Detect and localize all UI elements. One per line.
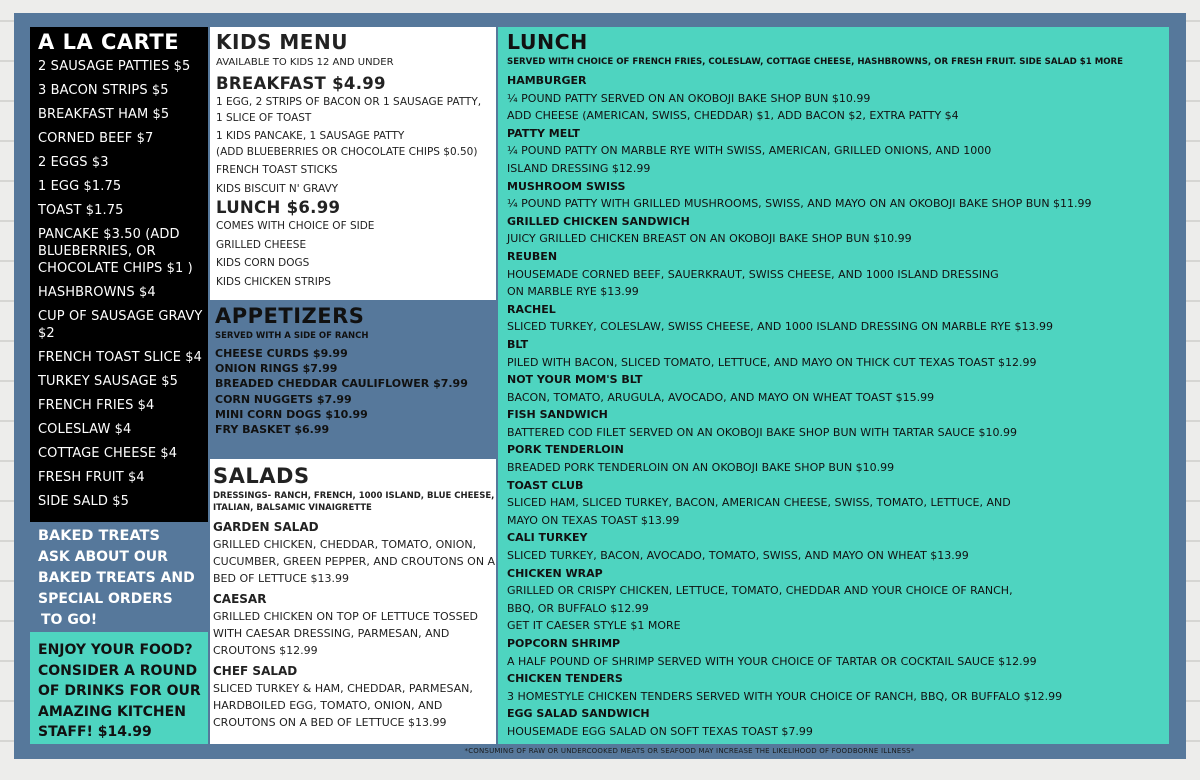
kids-breakfast-item: 1 SLICE OF TOAST [216, 111, 312, 124]
salad-name: GARDEN SALAD [213, 520, 319, 534]
lunch-item-description: HOUSEMADE EGG SALAD ON SOFT TEXAS TOAST $7.99 [507, 724, 813, 738]
lunch-item-name: MUSHROOM SWISS [507, 179, 626, 193]
foodborne-illness-disclaimer: *CONSUMING OF RAW OR UNDERCOOKED MEATS OR SEAFOOD MAY INCREASE THE LIKELIHOOD OF FOODBORNE ILLNESS* [464, 747, 915, 755]
lunch-item-description: BATTERED COD FILET SERVED ON AN OKOBOJI BAKE SHOP BUN WITH TARTAR SAUCE $10.99 [507, 425, 1017, 439]
a-la-carte-item: COTTAGE CHEESE $4 [38, 446, 178, 461]
kids-lunch-item: GRILLED CHEESE [216, 238, 307, 251]
lunch-item-description: SLICED TURKEY, BACON, AVOCADO, TOMATO, SWISS, AND MAYO ON WHEAT $13.99 [507, 549, 969, 563]
baked-treats-line: SPECIAL ORDERS [38, 591, 173, 607]
drinks-line: ENJOY YOUR FOOD? [38, 642, 193, 658]
a-la-carte-item: SIDE SALD $5 [38, 494, 129, 509]
drinks-line: CONSIDER A ROUND [38, 662, 198, 679]
salad-description: SLICED TURKEY & HAM, CHEDDAR, PARMESAN, HARDBOILED EGG, TOMATO, ONION, AND CROUTONS ON A BED OF LETTUCE $13.99 [213, 682, 473, 729]
a-la-carte-item: FRESH FRUIT $4 [38, 470, 145, 485]
lunch-item-name: GRILLED CHICKEN SANDWICH [507, 214, 690, 228]
lunch-item-description: SLICED TURKEY, COLESLAW, SWISS CHEESE, AND 1000 ISLAND DRESSING ON MARBLE RYE $13.99 [507, 320, 1053, 334]
lunch-item-name: PORK TENDERLOIN [507, 443, 624, 457]
salad-description: GRILLED CHICKEN, CHEDDAR, TOMATO, ONION, CUCUMBER, GREEN PEPPER, AND CROUTONS ON A BED OF LETTUCE $13.99 [213, 538, 496, 585]
a-la-carte-item: TURKEY SAUSAGE $5 [38, 374, 179, 389]
lunch-item-name: PATTY MELT [507, 126, 580, 140]
a-la-carte-item: HASHBROWNS $4 [38, 285, 156, 300]
lunch-item-name: POPCORN SHRIMP [507, 637, 621, 650]
appetizers-list [215, 346, 496, 437]
lunch-item-name: NOT YOUR MOM'S BLT [507, 373, 643, 387]
a-la-carte-item: FRENCH FRIES $4 [38, 398, 155, 413]
lunch-item-description: ¼ POUND PATTY WITH GRILLED MUSHROOMS, SWISS, AND MAYO ON AN OKOBOJI BAKE SHOP BUN $11.99 [507, 197, 1092, 211]
baked-treats-line: BAKED TREATS AND [38, 570, 195, 586]
lunch-item-description: BREADED PORK TENDERLOIN ON AN OKOBOJI BAKE SHOP BUN $10.99 [507, 461, 895, 475]
lunch-item-name: TOAST CLUB [507, 478, 584, 492]
lunch-item-description: GRILLED OR CRISPY CHICKEN, LETTUCE, TOMATO, CHEDDAR AND YOUR CHOICE OF RANCH, [507, 584, 1013, 598]
kids-menu-note: AVAILABLE TO KIDS 12 AND UNDER [216, 57, 394, 68]
kids-breakfast-list [216, 95, 496, 197]
lunch-item-description: A HALF POUND OF SHRIMP SERVED WITH YOUR CHOICE OF TARTAR OR COCKTAIL SAUCE $12.99 [507, 654, 1037, 668]
lunch-item-description: ADD CHEESE (AMERICAN, SWISS, CHEDDAR) $1, ADD BACON $2, EXTRA PATTY $4 [507, 109, 959, 123]
kids-breakfast-item: (ADD BLUEBERRIES OR CHOCOLATE CHIPS $0.50) [216, 145, 478, 158]
a-la-carte-item: 2 SAUSAGE PATTIES $5 [38, 59, 191, 74]
baked-treats-title: BAKED TREATS [38, 528, 160, 544]
lunch-item-description: JUICY GRILLED CHICKEN BREAST ON AN OKOBOJI BAKE SHOP BUN $10.99 [507, 232, 912, 246]
salads-list [213, 519, 496, 731]
lunch-item-description: BBQ, OR BUFFALO $12.99 [507, 601, 649, 615]
a-la-carte-item: PANCAKE $3.50 (ADD BLUEBERRIES, OR CHOCOLATE CHIPS $1 ) [38, 227, 193, 276]
lunch-item-description: ISLAND DRESSING $12.99 [507, 161, 651, 175]
kids-lunch-item: COMES WITH CHOICE OF SIDE [216, 220, 375, 232]
kids-lunch-list [216, 219, 496, 290]
salads-title: SALADS [213, 464, 310, 488]
appetizer-item: MINI CORN DOGS $10.99 [215, 407, 368, 421]
lunch-item-description: GET IT CAESER STYLE $1 MORE [507, 619, 681, 633]
kids-breakfast-item: KIDS BISCUIT N' GRAVY [216, 182, 339, 195]
kids-breakfast-item: 1 EGG, 2 STRIPS OF BACON OR 1 SAUSAGE PATTY, [216, 96, 482, 108]
salad-name: CAESAR [213, 592, 267, 606]
lunch-item-description: HOUSEMADE CORNED BEEF, SAUERKRAUT, SWISS CHEESE, AND 1000 ISLAND DRESSING [507, 267, 999, 281]
lunch-item-description: MAYO ON TEXAS TOAST $13.99 [507, 513, 680, 527]
appetizers-title: APPETIZERS [215, 304, 365, 328]
lunch-section [498, 27, 1169, 744]
lunch-item-description: ¼ POUND PATTY ON MARBLE RYE WITH SWISS, AMERICAN, GRILLED ONIONS, AND 1000 [507, 144, 992, 158]
appetizers-section [210, 300, 496, 459]
lunch-item-name: CHICKEN TENDERS [507, 672, 623, 686]
kids-lunch-item: KIDS CORN DOGS [216, 257, 310, 269]
a-la-carte-item: 2 EGGS $3 [38, 155, 109, 170]
a-la-carte-item: COLESLAW $4 [38, 422, 132, 437]
lunch-item-description: BACON, TOMATO, ARUGULA, AVOCADO, AND MAYO ON WHEAT TOAST $15.99 [507, 390, 935, 404]
lunch-item-name: REUBEN [507, 249, 558, 263]
lunch-item-description: ¼ POUND PATTY SERVED ON AN OKOBOJI BAKE SHOP BUN $10.99 [507, 91, 871, 105]
lunch-title: LUNCH [507, 30, 588, 54]
a-la-carte-item: CUP OF SAUSAGE GRAVY $2 [38, 309, 203, 341]
lunch-item-name: HAMBURGER [507, 74, 587, 87]
salads-section [210, 459, 496, 744]
lunch-item-name: CHICKEN WRAP [507, 566, 603, 580]
baked-treats-line: TO GO! [41, 612, 98, 628]
lunch-item-name: FISH SANDWICH [507, 408, 608, 422]
kids-breakfast-item: FRENCH TOAST STICKS [216, 164, 338, 176]
appetizers-note: SERVED WITH A SIDE OF RANCH [215, 331, 369, 341]
a-la-carte-item: BREAKFAST HAM $5 [38, 107, 170, 122]
kids-menu-section [210, 27, 496, 300]
a-la-carte-item: TOAST $1.75 [38, 203, 124, 218]
kids-lunch-title: LUNCH $6.99 [216, 198, 341, 217]
salad-description: GRILLED CHICKEN ON TOP OF LETTUCE TOSSED WITH CAESAR DRESSING, PARMESAN, AND CROUTONS $12.99 [213, 610, 478, 657]
a-la-carte-item: 1 EGG $1.75 [38, 179, 122, 194]
a-la-carte-item: CORNED BEEF $7 [38, 131, 154, 146]
kids-breakfast-title: BREAKFAST $4.99 [216, 74, 386, 93]
baked-treats-line: ASK ABOUT OUR [38, 549, 168, 565]
appetizer-item: FRY BASKET $6.99 [215, 423, 330, 437]
a-la-carte-item: 3 BACON STRIPS $5 [38, 83, 169, 98]
salad-name: CHEF SALAD [213, 664, 298, 678]
kids-menu-title: KIDS MENU [216, 30, 348, 54]
drinks-line: STAFF! $14.99 [38, 724, 152, 740]
appetizer-item: BREADED CHEDDAR CAULIFLOWER $7.99 [215, 377, 468, 391]
appetizer-item: CORN NUGGETS $7.99 [215, 392, 352, 406]
a-la-carte-list [38, 58, 208, 510]
lunch-item-description: ON MARBLE RYE $13.99 [507, 285, 639, 299]
salads-dressings-note: DRESSINGS- RANCH, FRENCH, 1000 ISLAND, BLUE CHEESE, ITALIAN, BALSAMIC VINAIGRETTE [213, 491, 495, 513]
lunch-item-name: EGG SALAD SANDWICH [507, 707, 650, 721]
drinks-for-kitchen-section [30, 632, 208, 744]
appetizer-item: ONION RINGS $7.99 [215, 362, 338, 376]
a-la-carte-title: A LA CARTE [38, 30, 180, 54]
lunch-item-name: BLT [507, 337, 529, 351]
lunch-item-description: SLICED HAM, SLICED TURKEY, BACON, AMERICAN CHEESE, SWISS, TOMATO, LETTUCE, AND [507, 496, 1011, 510]
baked-treats-section [30, 522, 208, 630]
kids-breakfast-item: 1 KIDS PANCAKE, 1 SAUSAGE PATTY [216, 130, 405, 142]
lunch-item-description: 3 HOMESTYLE CHICKEN TENDERS SERVED WITH YOUR CHOICE OF RANCH, BBQ, OR BUFFALO $12.99 [507, 689, 1063, 703]
lunch-item-description: PILED WITH BACON, SLICED TOMATO, LETTUCE, AND MAYO ON THICK CUT TEXAS TOAST $12.99 [507, 355, 1037, 369]
lunch-item-name: RACHEL [507, 302, 556, 316]
lunch-list [507, 72, 1169, 741]
drinks-line: OF DRINKS FOR OUR [38, 683, 201, 699]
kids-lunch-item: KIDS CHICKEN STRIPS [216, 275, 331, 288]
a-la-carte-item: FRENCH TOAST SLICE $4 [38, 350, 202, 365]
a-la-carte-section [30, 27, 208, 522]
lunch-sides-note: SERVED WITH CHOICE OF FRENCH FRIES, COLESLAW, COTTAGE CHEESE, HASHBROWNS, OR FRESH FRUIT. SIDE SALAD $1 MORE [507, 57, 1124, 67]
drinks-line: AMAZING KITCHEN [38, 703, 186, 720]
lunch-item-name: CALI TURKEY [507, 531, 588, 545]
appetizer-item: CHEESE CURDS $9.99 [215, 347, 348, 360]
